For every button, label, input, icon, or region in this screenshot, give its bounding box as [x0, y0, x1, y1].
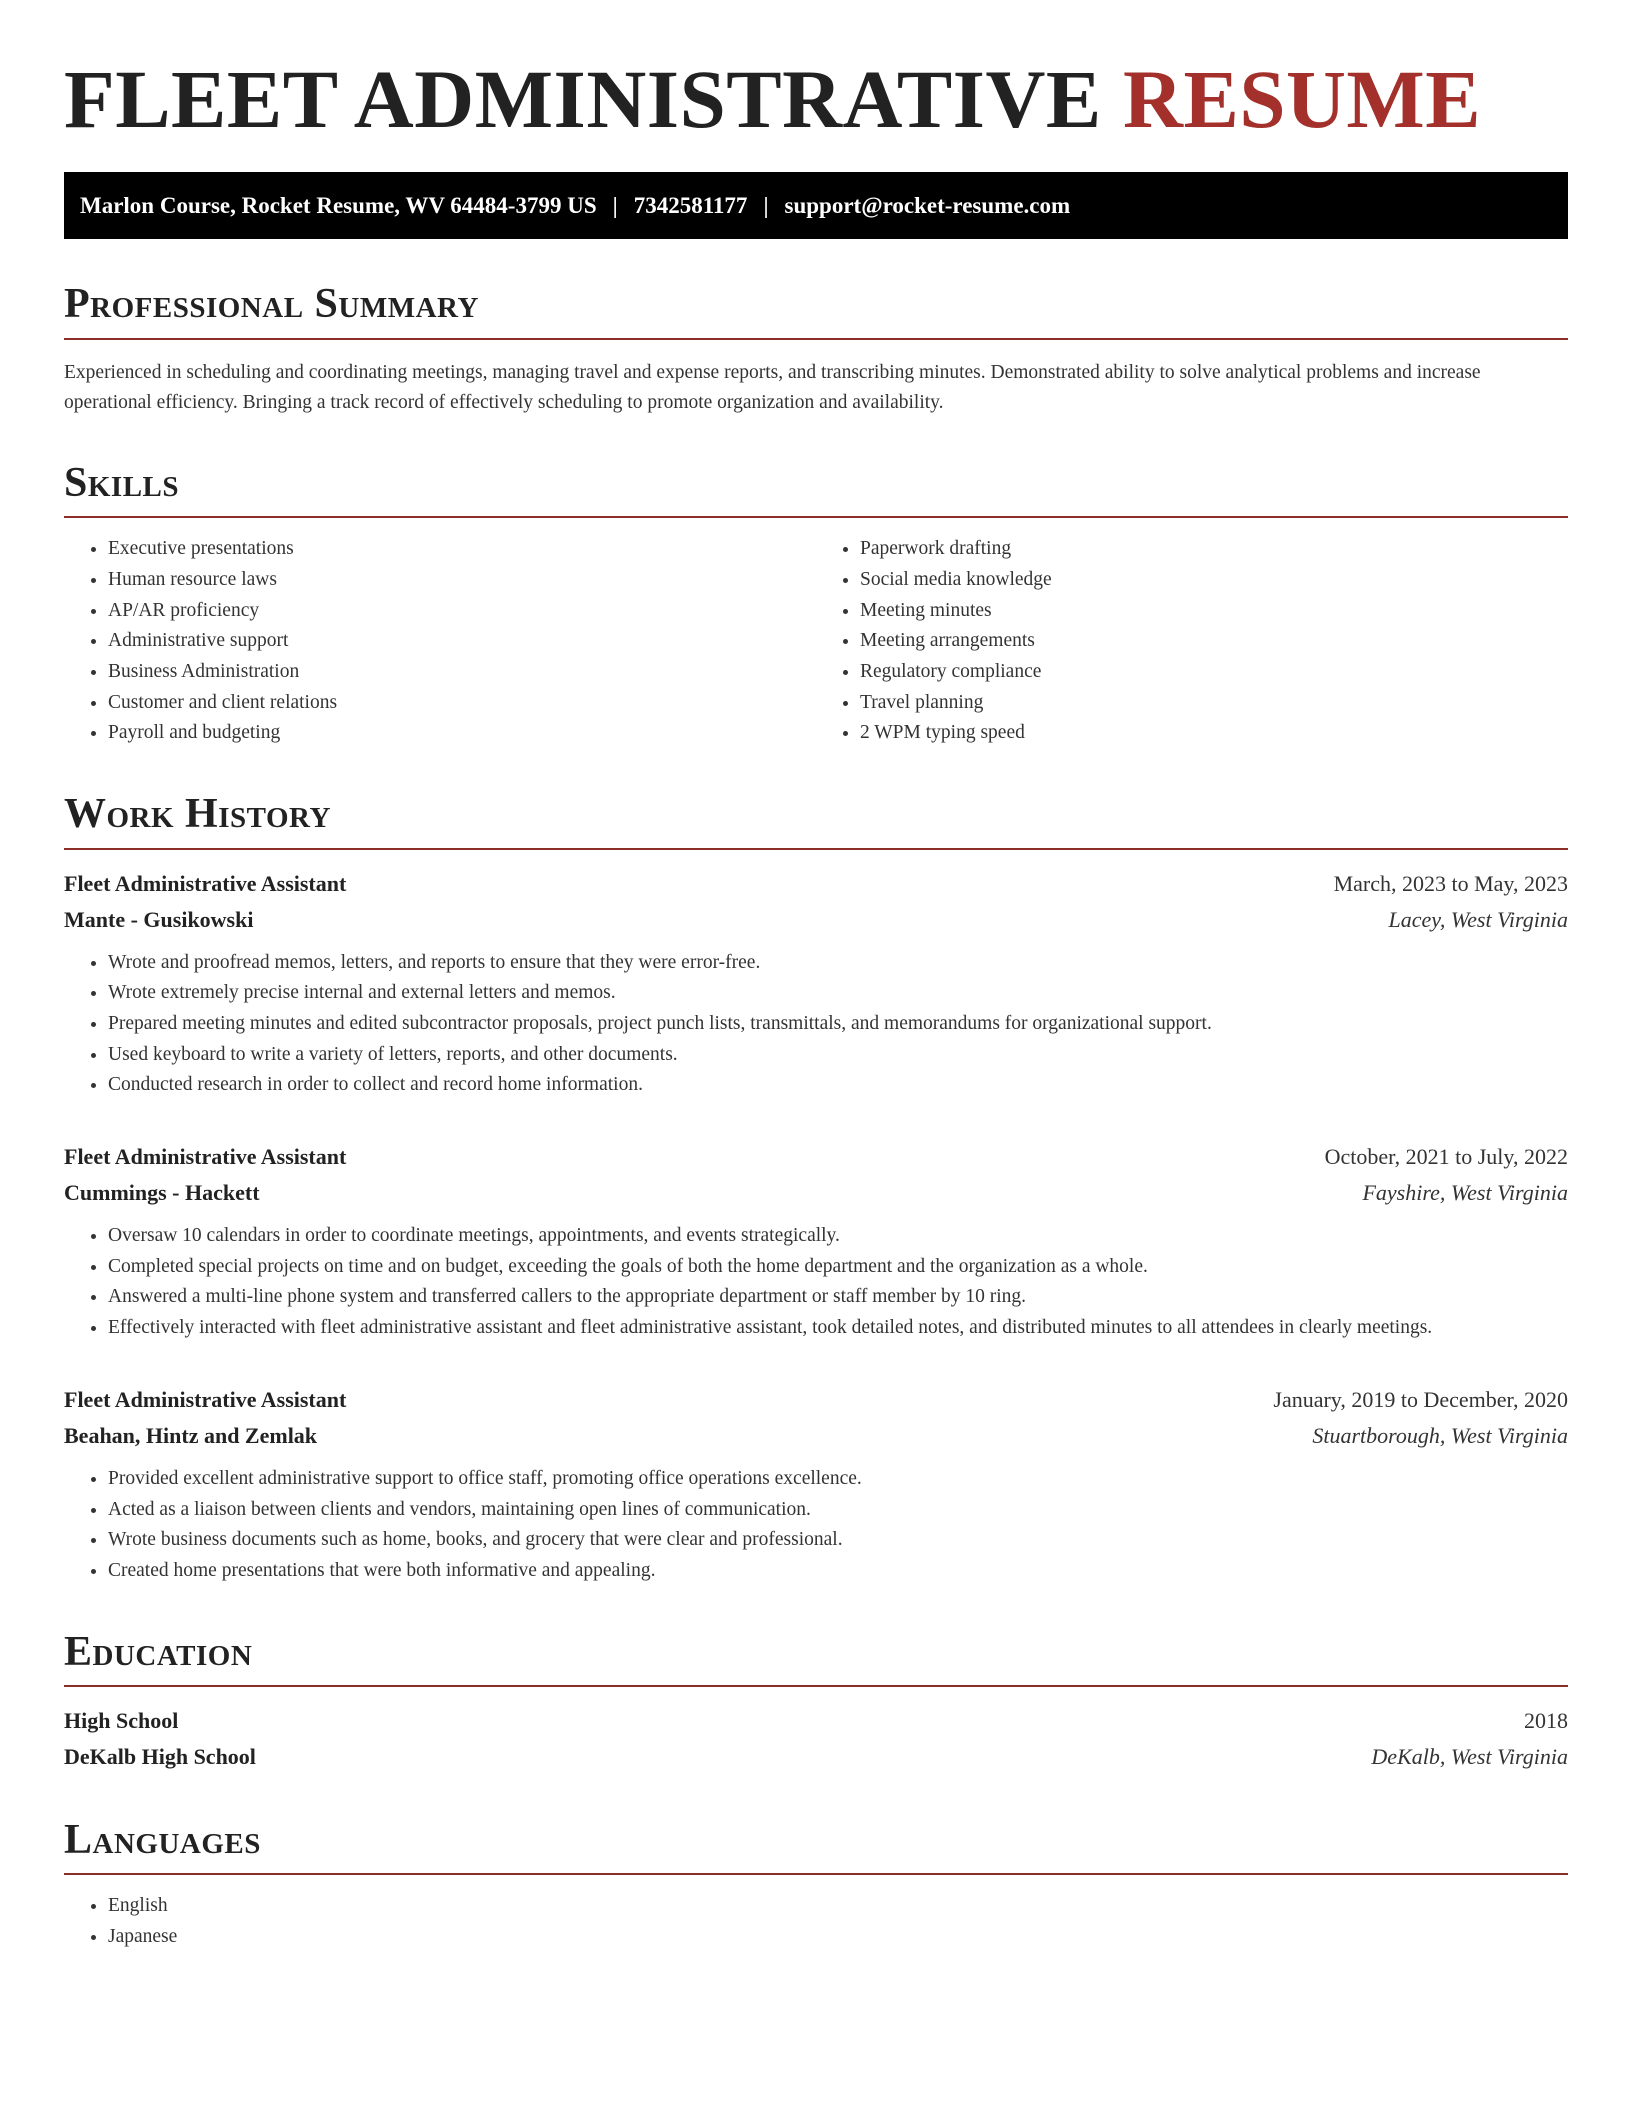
job-entry — [64, 1139, 1568, 1344]
contact-email: support@rocket-resume.com — [784, 192, 1071, 218]
title-main: FLEET ADMINISTRATIVE — [64, 53, 1102, 145]
job-company-row — [64, 1418, 1568, 1454]
job-company-row — [64, 1175, 1568, 1211]
job-dates: March, 2023 to May, 2023 — [1333, 870, 1568, 896]
skill-item: • Social media knowledge — [860, 565, 1568, 596]
job-bullets — [64, 1464, 1568, 1587]
languages-heading: Languages — [64, 1815, 1568, 1875]
education-year: 2018 — [1524, 1708, 1568, 1734]
education-school: DeKalb High School — [64, 1744, 256, 1770]
work-history-heading: Work History — [64, 789, 1568, 849]
skill-item: • Payroll and budgeting — [108, 718, 816, 749]
education-location: DeKalb, West Virginia — [1371, 1744, 1568, 1770]
skill-item: • Executive presentations — [108, 534, 816, 565]
skill-item: • Paperwork drafting — [860, 534, 1568, 565]
job-dates: January, 2019 to December, 2020 — [1273, 1386, 1568, 1412]
skills-list-left — [64, 534, 816, 749]
job-dates: October, 2021 to July, 2022 — [1324, 1144, 1568, 1170]
skill-item: • 2 WPM typing speed — [860, 718, 1568, 749]
education-degree: High School — [64, 1708, 179, 1734]
education-heading: Education — [64, 1627, 1568, 1687]
contact-bar — [64, 172, 1568, 239]
job-bullet: • Oversaw 10 calendars in order to coordinate meetings, appointments, and events strategically. — [108, 1221, 1568, 1252]
skills-section — [64, 458, 1568, 749]
skills-columns — [64, 534, 1568, 749]
job-title-row — [64, 1382, 1568, 1418]
summary-section — [64, 279, 1568, 417]
contact-separator: | — [763, 192, 769, 218]
education-section — [64, 1627, 1568, 1775]
summary-heading: Professional Summary — [64, 279, 1568, 339]
skill-item: • AP/AR proficiency — [108, 596, 816, 627]
language-item: • Japanese — [108, 1922, 1568, 1953]
skill-item: • Travel planning — [860, 688, 1568, 719]
job-bullet: • Acted as a liaison between clients and vendors, maintaining open lines of communication. — [108, 1495, 1568, 1526]
skill-item: • Meeting arrangements — [860, 626, 1568, 657]
languages-section — [64, 1815, 1568, 1953]
job-title: Fleet Administrative Assistant — [64, 1386, 347, 1412]
job-location: Stuartborough, West Virginia — [1312, 1422, 1568, 1448]
job-company: Cummings - Hackett — [64, 1180, 260, 1206]
skill-item: • Regulatory compliance — [860, 657, 1568, 688]
job-bullet: • Wrote business documents such as home, books, and grocery that were clear and professional. — [108, 1525, 1568, 1556]
job-company: Beahan, Hintz and Zemlak — [64, 1422, 318, 1448]
education-entry — [64, 1703, 1568, 1775]
skills-list-right — [816, 534, 1568, 749]
skill-item: • Human resource laws — [108, 565, 816, 596]
skill-item: • Administrative support — [108, 626, 816, 657]
contact-separator: | — [612, 192, 618, 218]
language-item: • English — [108, 1891, 1568, 1922]
education-school-row — [64, 1739, 1568, 1775]
job-entry — [64, 866, 1568, 1102]
job-bullets — [64, 1221, 1568, 1344]
work-history-section — [64, 789, 1568, 1587]
job-bullet: • Created home presentations that were both informative and appealing. — [108, 1556, 1568, 1587]
job-bullet: • Prepared meeting minutes and edited subcontractor proposals, project punch lists, transmittals, and memorandums for organizational support. — [108, 1009, 1568, 1040]
summary-text: Experienced in scheduling and coordinating meetings, managing travel and expense reports, and transcribing minutes. Demonstrated ability to solve analytical problems and increase operational efficiency. Bringing a track record of effectively scheduling to promote organization and availability. — [64, 361, 1481, 413]
job-bullets — [64, 948, 1568, 1102]
job-title-row — [64, 866, 1568, 902]
job-entry — [64, 1382, 1568, 1587]
title-accent: RESUME — [1123, 53, 1482, 145]
job-location: Lacey, West Virginia — [1388, 906, 1568, 932]
skills-heading: Skills — [64, 458, 1568, 518]
job-bullet: • Wrote and proofread memos, letters, and reports to ensure that they were error-free. — [108, 948, 1568, 979]
skill-item: • Business Administration — [108, 657, 816, 688]
skill-item: • Customer and client relations — [108, 688, 816, 719]
job-bullet: • Wrote extremely precise internal and external letters and memos. — [108, 978, 1568, 1009]
job-company: Mante - Gusikowski — [64, 906, 254, 932]
education-degree-row — [64, 1703, 1568, 1739]
skill-item: • Meeting minutes — [860, 596, 1568, 627]
resume-title — [64, 52, 1568, 147]
contact-address: Marlon Course, Rocket Resume, WV 64484-3799 US — [80, 192, 597, 218]
job-title-row — [64, 1139, 1568, 1175]
job-company-row — [64, 902, 1568, 938]
job-bullet: • Effectively interacted with fleet administrative assistant and fleet administrative assistant, took detailed notes, and distributed minutes to all attendees in clearly meetings. — [108, 1313, 1568, 1344]
job-bullet: • Provided excellent administrative support to office staff, promoting office operations excellence. — [108, 1464, 1568, 1495]
job-bullet: • Completed special projects on time and on budget, exceeding the goals of both the home department and the organization as a whole. — [108, 1252, 1568, 1283]
job-location: Fayshire, West Virginia — [1362, 1180, 1568, 1206]
job-bullet: • Conducted research in order to collect and record home information. — [108, 1070, 1568, 1101]
contact-phone: 7342581177 — [633, 192, 748, 218]
job-bullet: • Used keyboard to write a variety of letters, reports, and other documents. — [108, 1040, 1568, 1071]
job-bullet: • Answered a multi-line phone system and transferred callers to the appropriate department or staff member by 10 ring. — [108, 1282, 1568, 1313]
languages-list — [64, 1891, 1568, 1952]
job-title: Fleet Administrative Assistant — [64, 870, 347, 896]
job-title: Fleet Administrative Assistant — [64, 1144, 347, 1170]
